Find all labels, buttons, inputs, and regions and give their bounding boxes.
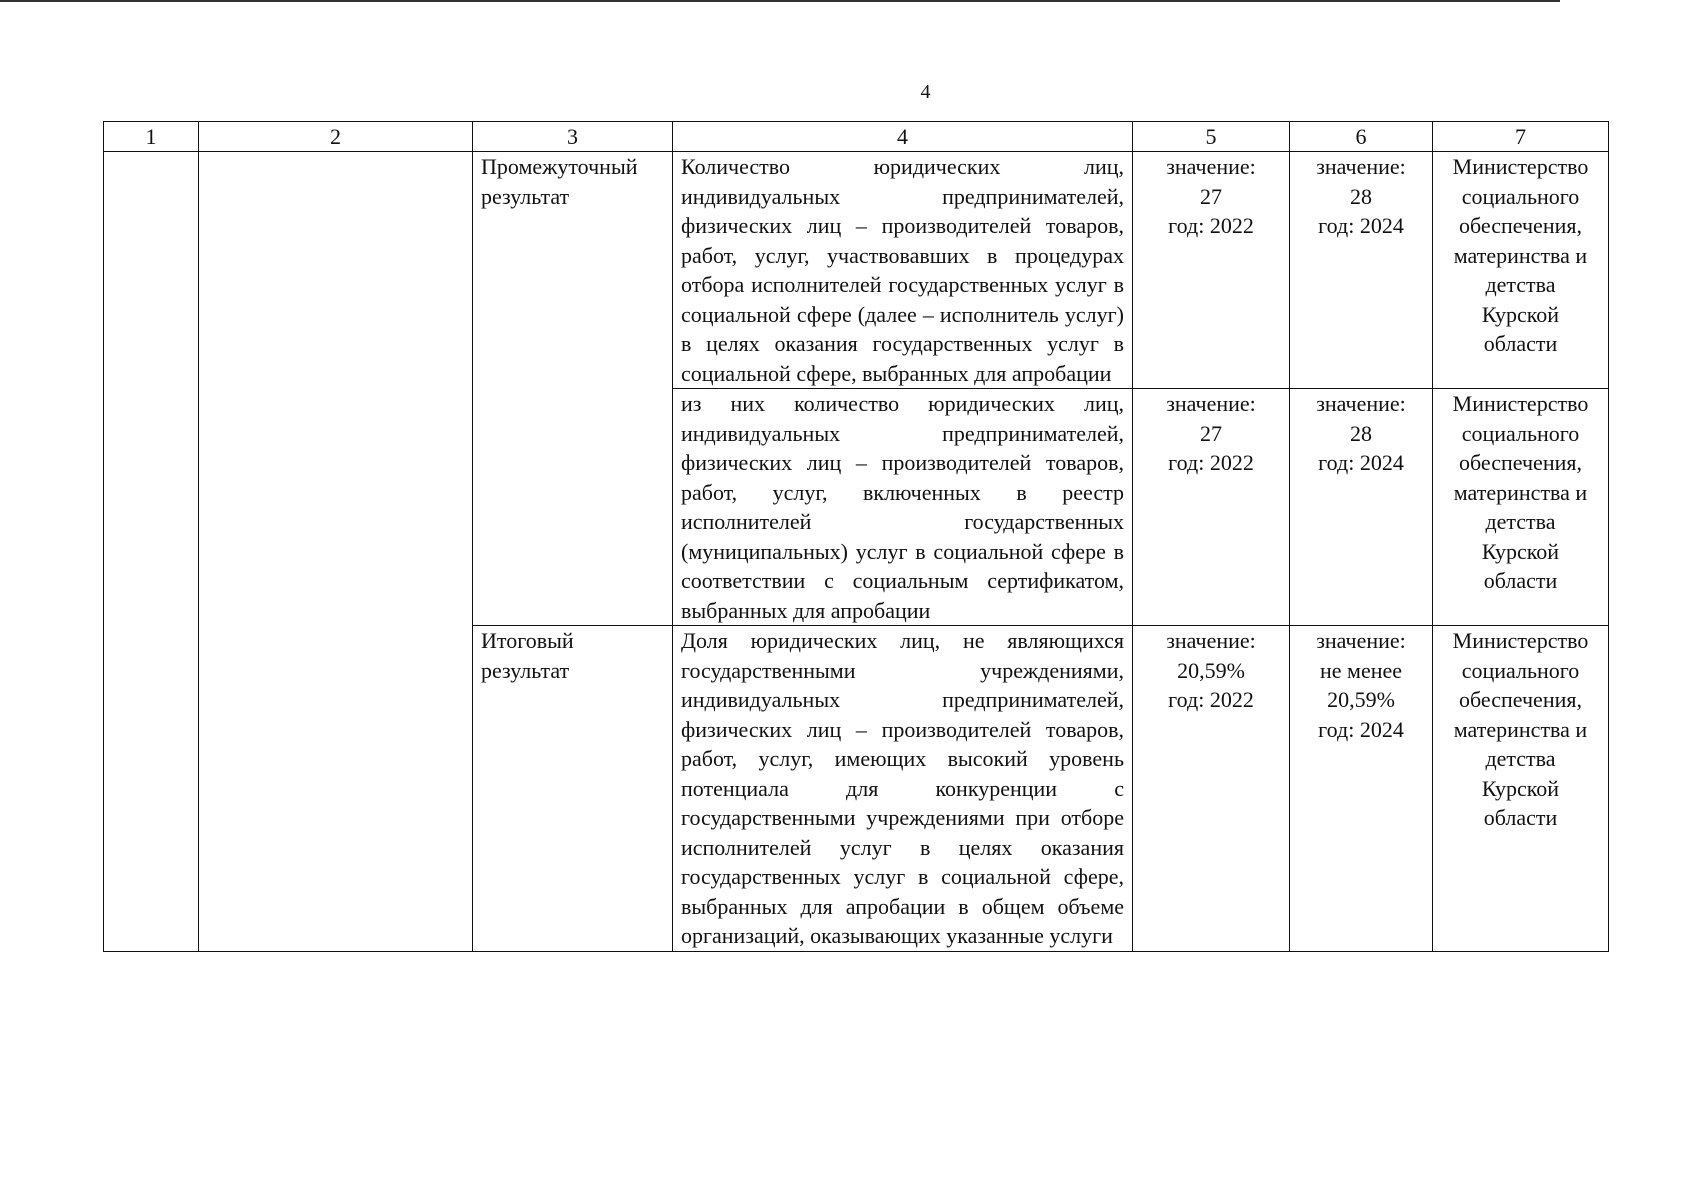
agency-line: области bbox=[1483, 805, 1558, 830]
base-value-number: 20,59% bbox=[1177, 657, 1245, 683]
base-value-cell bbox=[1133, 389, 1290, 626]
base-value-year: год: 2022 bbox=[1168, 213, 1254, 238]
target-value-label: значение: bbox=[1316, 391, 1406, 416]
base-value-number: 27 bbox=[1200, 183, 1222, 209]
agency-line: социального bbox=[1461, 183, 1580, 209]
table-header-row bbox=[104, 122, 1609, 152]
target-value-year: год: 2024 bbox=[1318, 716, 1404, 742]
agency-cell bbox=[1433, 626, 1609, 952]
target-value-year: год: 2024 bbox=[1318, 450, 1404, 475]
base-value-cell bbox=[1133, 152, 1290, 389]
agency-line: области bbox=[1483, 331, 1558, 356]
stage-cell: Промежуточный результат bbox=[473, 152, 673, 626]
col1-cell-empty bbox=[104, 152, 199, 952]
target-value-cell bbox=[1290, 389, 1433, 626]
agency-line: Курской bbox=[1481, 775, 1560, 801]
agency-line: материнства и bbox=[1453, 716, 1588, 742]
agency-line: Курской bbox=[1481, 538, 1560, 564]
column-header: 4 bbox=[673, 122, 1133, 152]
base-value-label: значение: bbox=[1166, 154, 1256, 179]
base-value-cell bbox=[1133, 626, 1290, 952]
agency-cell bbox=[1433, 389, 1609, 626]
agency-line: обеспечения, bbox=[1459, 450, 1582, 475]
target-value-cell bbox=[1290, 626, 1433, 952]
indicators-table bbox=[103, 121, 1609, 952]
agency-line: Министерство bbox=[1452, 391, 1589, 416]
agency-line: детства bbox=[1485, 509, 1556, 534]
stage-cell: Итоговый результат bbox=[473, 626, 673, 952]
agency-line: материнства и bbox=[1453, 242, 1588, 268]
base-value-year: год: 2022 bbox=[1168, 687, 1254, 712]
target-value-qualifier: не менее bbox=[1319, 657, 1403, 683]
base-value-label: значение: bbox=[1166, 628, 1256, 653]
column-header: 7 bbox=[1433, 122, 1609, 152]
agency-line: детства bbox=[1485, 272, 1556, 297]
target-value-number: 28 bbox=[1350, 420, 1372, 446]
target-value-cell bbox=[1290, 152, 1433, 389]
target-value-label: значение: bbox=[1316, 628, 1406, 653]
base-value-number: 27 bbox=[1200, 420, 1222, 446]
indicator-cell: из них количество юридических лиц, индивидуальных предпринимателей, физических лиц – производителей товаров, работ, услуг, включенных в реестр исполнителей государственных (муниципальных) услуг в социальной сфере в соответствии с социальным сертификатом, выбранных для апробации bbox=[673, 389, 1133, 626]
column-header: 1 bbox=[104, 122, 199, 152]
agency-line: Министерство bbox=[1452, 628, 1589, 653]
agency-line: области bbox=[1483, 568, 1558, 593]
agency-line: социального bbox=[1461, 420, 1580, 446]
target-value-number: 28 bbox=[1350, 183, 1372, 209]
target-value-number: 20,59% bbox=[1327, 687, 1395, 712]
base-value-year: год: 2022 bbox=[1168, 450, 1254, 475]
agency-line: социального bbox=[1461, 657, 1580, 683]
agency-line: Министерство bbox=[1452, 154, 1589, 179]
agency-line: материнства и bbox=[1453, 479, 1588, 505]
agency-line: Курской bbox=[1481, 301, 1560, 327]
base-value-label: значение: bbox=[1166, 391, 1256, 416]
target-value-year: год: 2024 bbox=[1318, 213, 1404, 238]
agency-cell bbox=[1433, 152, 1609, 389]
col2-cell-empty bbox=[199, 152, 473, 952]
target-value-label: значение: bbox=[1316, 154, 1406, 179]
page-number: 4 bbox=[920, 81, 931, 103]
column-header: 6 bbox=[1290, 122, 1433, 152]
table-row bbox=[104, 152, 1609, 389]
indicator-cell: Количество юридических лиц, индивидуальных предпринимателей, физических лиц – производителей товаров, работ, услуг, участвовавших в процедурах отбора исполнителей государственных услуг в социальной сфере (далее – исполнитель услуг) в целях оказания государственных услуг в социальной сфере, выбранных для апробации bbox=[673, 152, 1133, 389]
indicator-cell: Доля юридических лиц, не являющихся государственными учреждениями, индивидуальных предпринимателей, физических лиц – производителей товаров, работ, услуг, имеющих высокий уровень потенциала для конкуренции с государственными учреждениями при отборе исполнителей услуг в целях оказания государственных услуг в социальной сфере, выбранных для апробации в общем объеме организаций, оказывающих указанные услуги bbox=[673, 626, 1133, 952]
column-header: 5 bbox=[1133, 122, 1290, 152]
agency-line: детства bbox=[1485, 746, 1556, 771]
page-top-edge bbox=[0, 0, 1560, 2]
column-header: 3 bbox=[473, 122, 673, 152]
column-header: 2 bbox=[199, 122, 473, 152]
agency-line: обеспечения, bbox=[1459, 687, 1582, 712]
agency-line: обеспечения, bbox=[1459, 213, 1582, 238]
